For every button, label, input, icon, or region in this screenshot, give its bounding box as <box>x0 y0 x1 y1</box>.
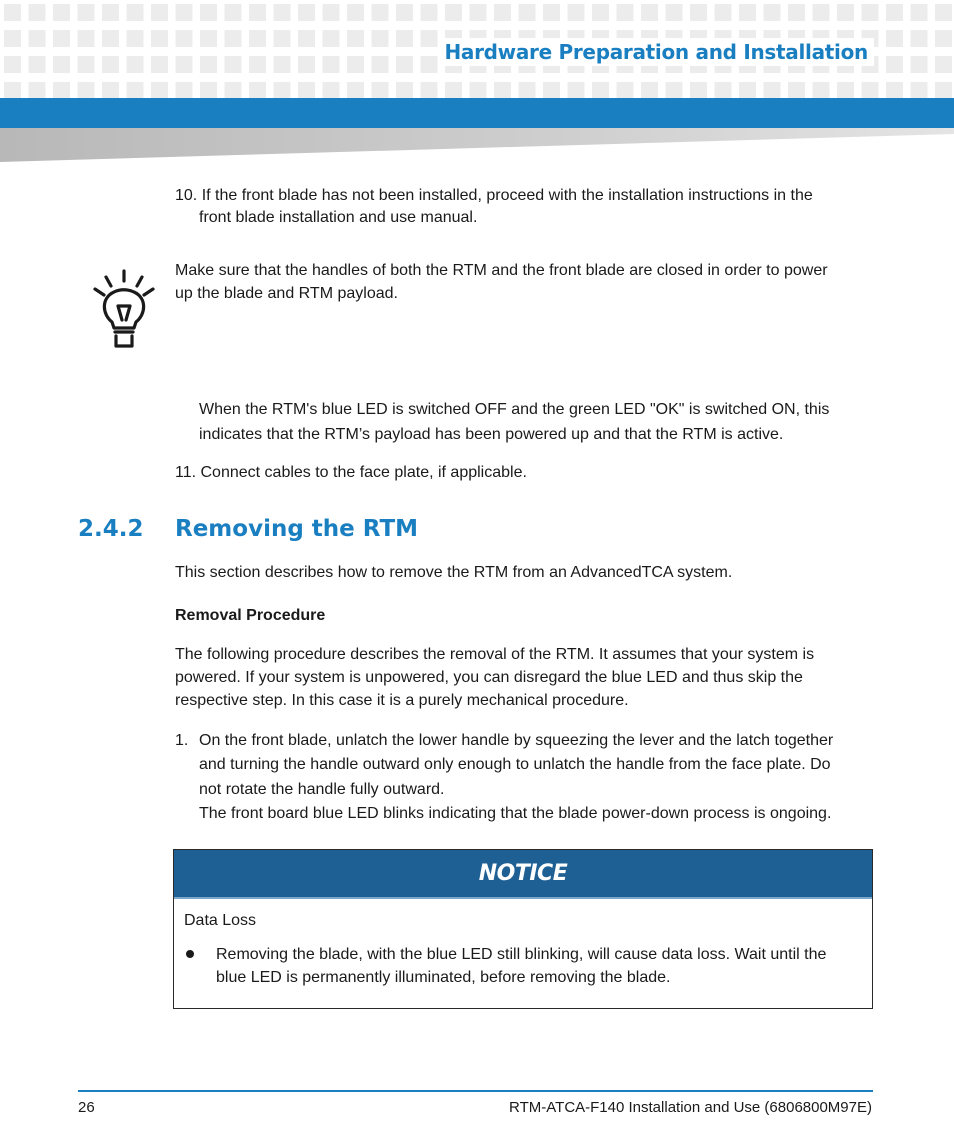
step-10-text-cont: front blade installation and use manual. <box>199 209 478 226</box>
bullet-dot-icon <box>186 950 194 958</box>
step-10 <box>175 184 813 207</box>
step-1-line-1: On the front blade, unlatch the lower handle by squeezing the lever and the latch together <box>199 732 834 749</box>
header-blue-bar <box>0 98 954 128</box>
step-1-line-4: The front board blue LED blinks indicating that the blade power-down process is ongoing. <box>199 805 832 822</box>
footer-rule <box>78 1090 873 1092</box>
step-10-number: 10. <box>175 187 198 204</box>
procedure-para-line-3: respective step. In this case it is a purely mechanical procedure. <box>175 692 629 709</box>
removal-procedure-heading: Removal Procedure <box>175 607 326 624</box>
notice-header <box>174 850 872 899</box>
led-text-line-1: When the RTM's blue LED is switched OFF and the green LED "OK" is switched ON, this <box>199 401 830 418</box>
notice-title: NOTICE <box>478 861 568 886</box>
procedure-para-line-1: The following procedure describes the removal of the RTM. It assumes that your system is <box>175 646 815 663</box>
page-number: 26 <box>78 1099 95 1116</box>
step-11: 11. Connect cables to the face plate, if applicable. <box>175 464 527 481</box>
tip-text-line-1: Make sure that the handles of both the RTM and the front blade are closed in order to power <box>175 262 828 279</box>
step-1-number: 1. <box>175 732 189 749</box>
section-number: 2.4.2 <box>78 516 144 542</box>
step-1-line-3: not rotate the handle fully outward. <box>199 781 445 798</box>
running-header-title: Hardware Preparation and Installation <box>438 38 874 66</box>
lightbulb-icon <box>92 268 156 350</box>
footer-doc-title: RTM-ATCA-F140 Installation and Use (6806800M97E) <box>509 1099 872 1116</box>
section-title: Removing the RTM <box>175 516 419 542</box>
notice-label: Data Loss <box>184 912 257 929</box>
step-1-line-2: and turning the handle outward only enough to unlatch the handle from the face plate. Do <box>199 756 831 773</box>
tip-text-line-2: up the blade and RTM payload. <box>175 285 398 302</box>
notice-bullet-line-2: blue LED is permanently illuminated, before removing the blade. <box>216 969 671 986</box>
step-10-text: If the front blade has not been installed, proceed with the installation instructions in the <box>201 187 813 204</box>
section-intro: This section describes how to remove the RTM from an AdvancedTCA system. <box>175 564 733 581</box>
procedure-para-line-2: powered. If your system is unpowered, you can disregard the blue LED and thus skip the <box>175 669 803 686</box>
notice-bullet-line-1: Removing the blade, with the blue LED still blinking, will cause data loss. Wait until the <box>216 946 827 963</box>
led-text-line-2: indicates that the RTM’s payload has been powered up and that the RTM is active. <box>199 426 784 443</box>
header-gray-wedge <box>0 128 954 162</box>
